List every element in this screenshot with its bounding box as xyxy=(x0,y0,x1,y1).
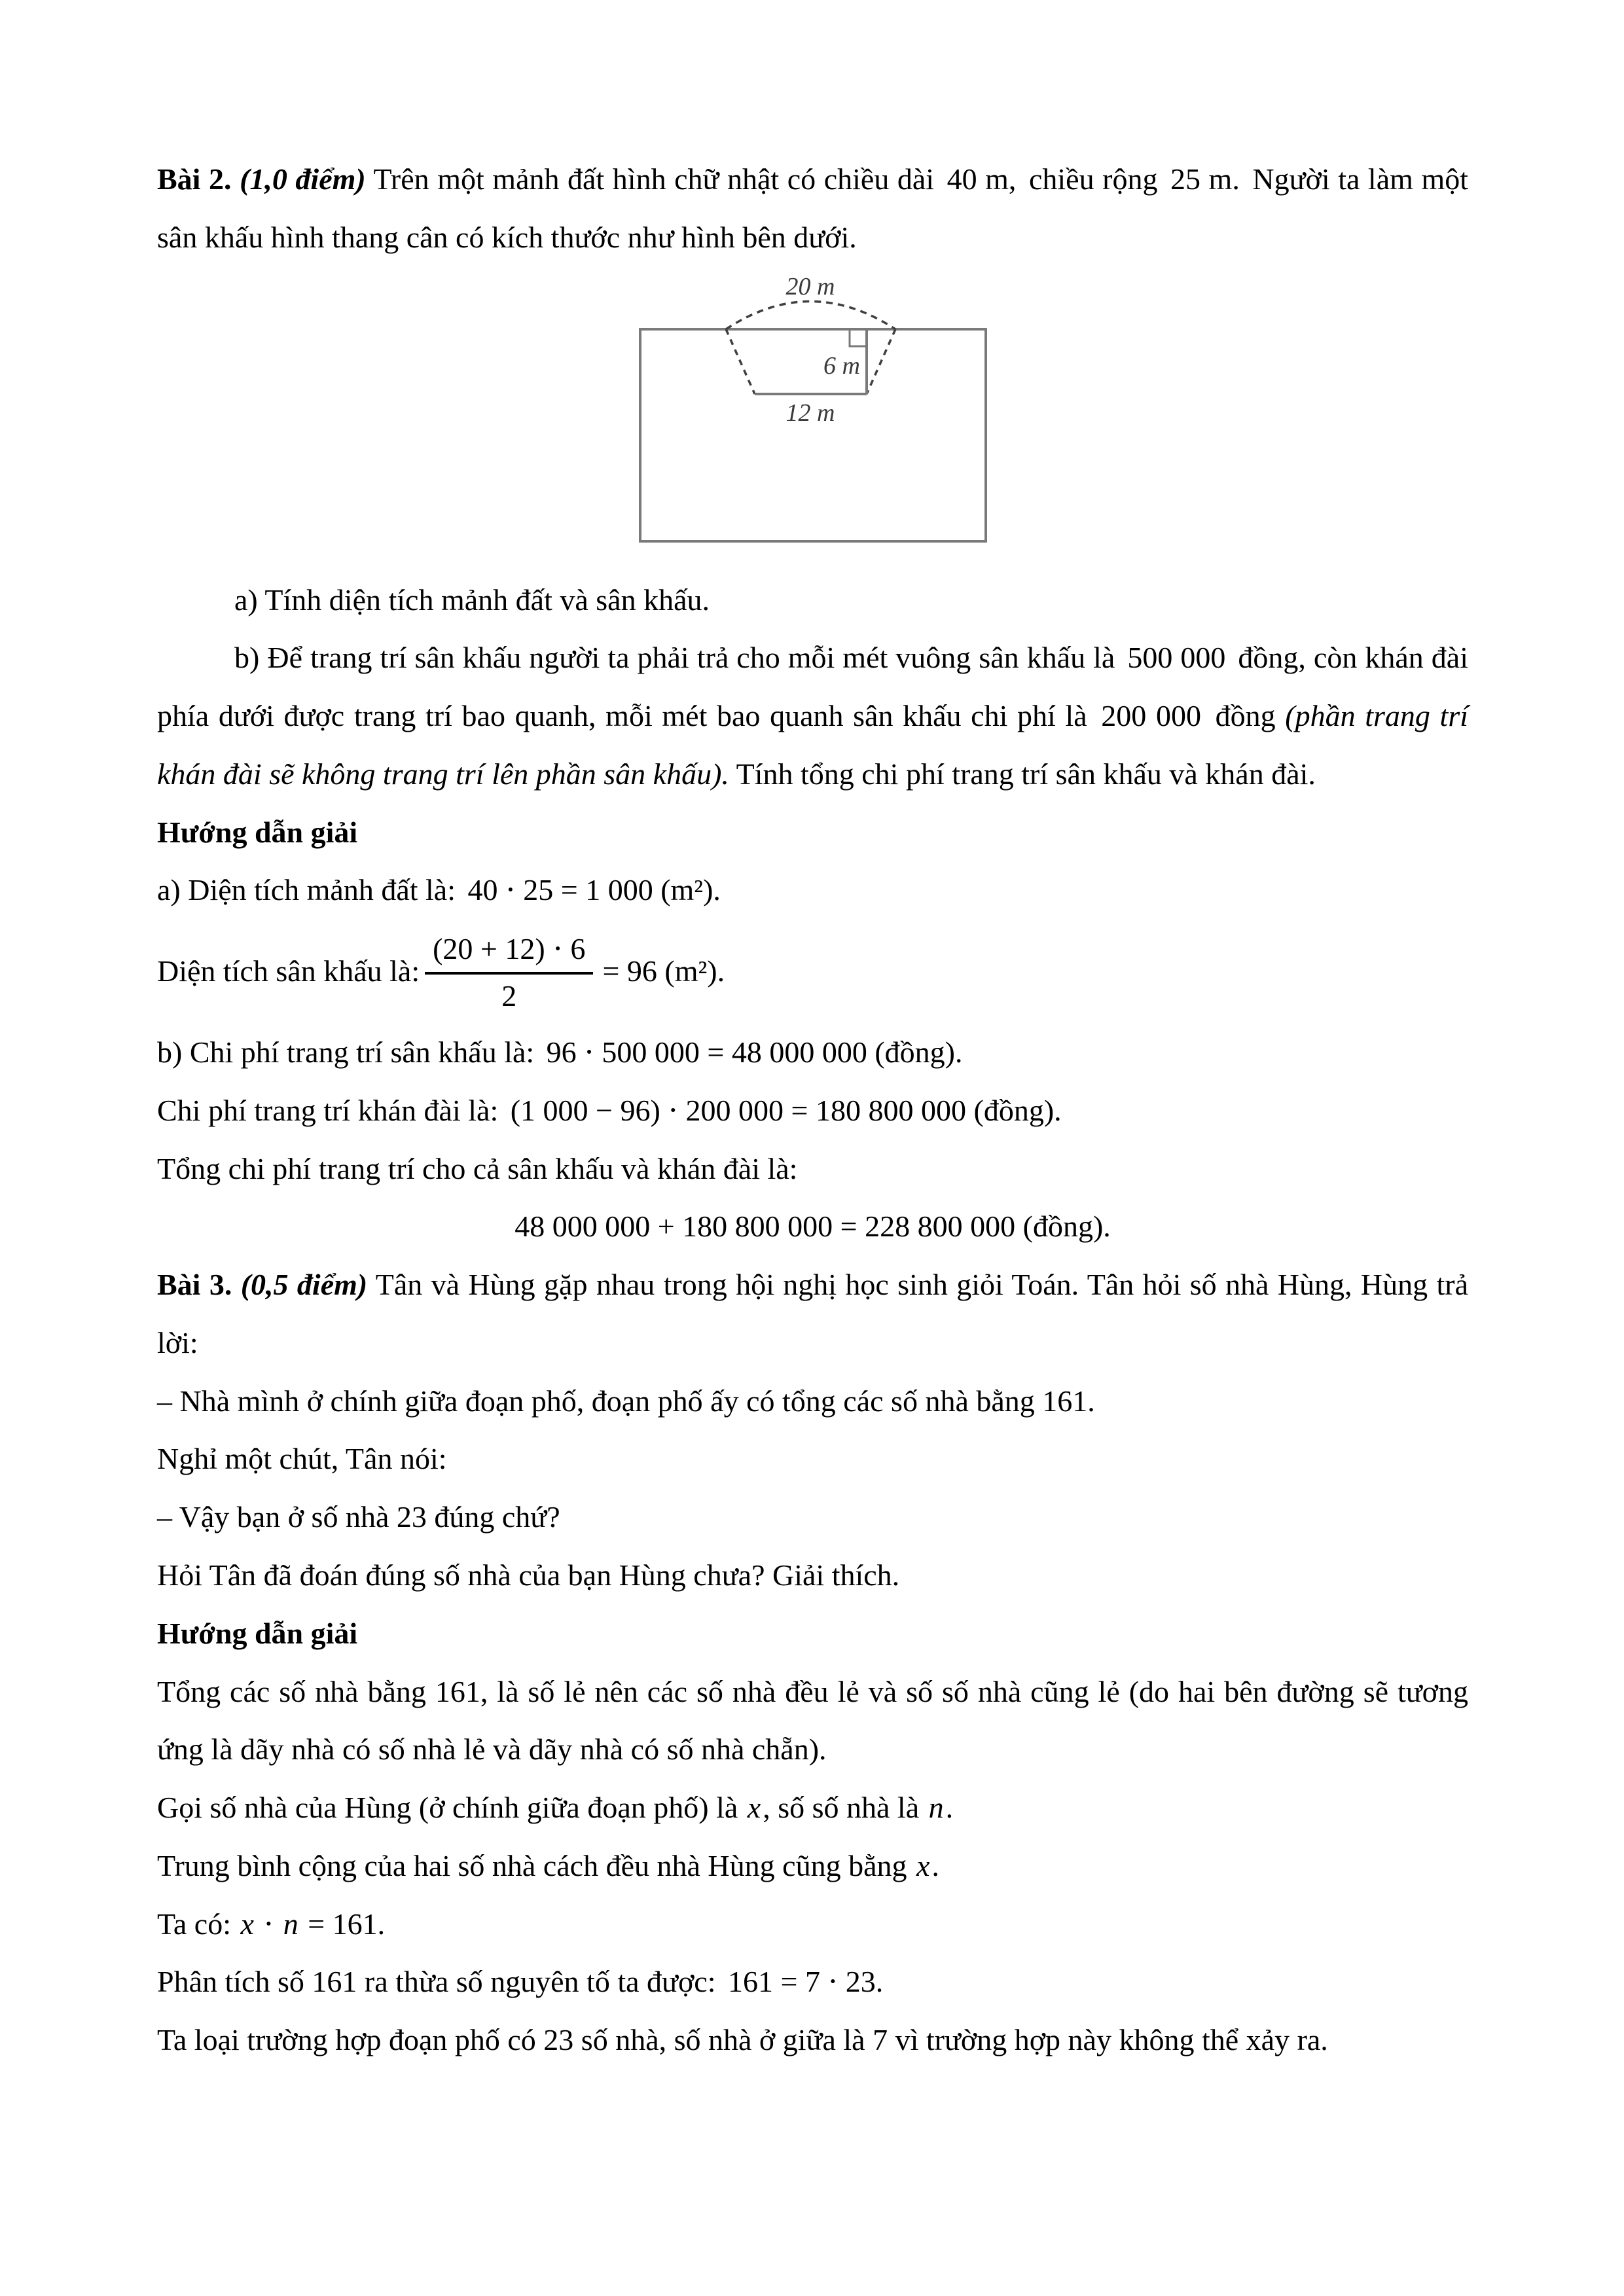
text-run: Trung bình cộng của hai số nhà cách đều nhà Hùng cũng bằng xyxy=(157,1848,914,1882)
text-run: Hướng dẫn giải xyxy=(157,815,358,849)
text-run: Bài 3. xyxy=(157,1268,241,1302)
text-run: Hướng dẫn giải xyxy=(157,1616,358,1650)
text-run: Tính tổng chi phí trang trí sân khấu và khán đài. xyxy=(729,757,1316,791)
solution-total-intro xyxy=(157,1140,1468,1198)
text-run: b) Để trang trí sân khấu người ta phải trả cho mỗi mét vuông sân khấu là xyxy=(234,641,1123,675)
right-angle-marker xyxy=(850,329,867,346)
solution-eliminate xyxy=(157,2011,1468,2070)
solution-total-equation xyxy=(157,1198,1468,1256)
text-run: đồng xyxy=(1205,699,1286,733)
solution-mean xyxy=(157,1837,1468,1895)
text-run: b) Chi phí trang trí sân khấu là: xyxy=(157,1035,542,1069)
text-run: . xyxy=(931,1848,939,1882)
text-run: Người ta làm một sân khấu hình thang cân có kích thước như hình bên dưới. xyxy=(157,162,1469,254)
text-run: 96 ⋅ 500 000 = 48 000 000 (đồng). xyxy=(546,1035,963,1069)
text-run: Tân và Hùng gặp nhau trong hội nghị học sinh giỏi Toán. Tân hỏi số nhà Hùng, Hùng trả lời: xyxy=(157,1268,1469,1359)
solution-factorize xyxy=(157,1953,1468,2011)
text-run: Nghỉ một chút, Tân nói: xyxy=(157,1442,447,1476)
fraction-prefix: Diện tích sân khấu là: xyxy=(157,954,420,988)
text-run: a) Tính diện tích mảnh đất và sân khấu. xyxy=(234,583,710,617)
solution-stage-area xyxy=(157,929,1468,1014)
text-run: Hỏi Tân đã đoán đúng số nhà của bạn Hùng chưa? Giải thích. xyxy=(157,1558,900,1592)
problem2-statement xyxy=(157,151,1468,267)
fraction-suffix: = 96 (m²). xyxy=(602,954,725,988)
text-run: Phân tích số 161 ra thừa số nguyên tố ta được: xyxy=(157,1965,723,1999)
question-conclusion xyxy=(157,1547,1468,1605)
solution-land-area xyxy=(157,861,1468,920)
text-run: x xyxy=(747,1791,761,1825)
text-run: 40 m, xyxy=(947,162,1017,196)
dialogue-hung xyxy=(157,1372,1468,1431)
text-run: chiều rộng xyxy=(1020,162,1166,196)
text-run: . xyxy=(945,1791,954,1825)
arc-20m-dashed xyxy=(726,301,895,329)
stage-diagram xyxy=(639,272,987,543)
solution-stage-cost xyxy=(157,1024,1468,1082)
text-run: (phần trang trí khán đài sẽ không trang trí lên phần sân khấu). xyxy=(157,699,1469,791)
text-run: 500 000 xyxy=(1127,641,1226,675)
solution-parity xyxy=(157,1663,1468,1780)
text-run: (1,0 điểm) xyxy=(240,162,366,196)
text-run: = 161. xyxy=(300,1907,386,1941)
label-12m: 12 m xyxy=(785,399,835,427)
narration-tan xyxy=(157,1430,1468,1488)
problem2-intro-block xyxy=(157,151,1468,267)
text-run: – Nhà mình ở chính giữa đoạn phố, đoạn phố ấy có tổng các số nhà bằng 161. xyxy=(157,1384,1095,1418)
text-run: 161 = 7 ⋅ 23. xyxy=(728,1965,884,1999)
trapezoid-right-side-dashed xyxy=(867,329,895,394)
problem3-statement xyxy=(157,1256,1468,1372)
text-run: Gọi số nhà của Hùng (ở chính giữa đoạn phố) là xyxy=(157,1791,746,1825)
text-run: a) Diện tích mảnh đất là: xyxy=(157,873,463,907)
text-run: ⋅ xyxy=(255,1907,281,1941)
land-rectangle xyxy=(640,329,986,541)
text-run: 48 000 000 + 180 800 000 = 228 800 000 (đồng). xyxy=(514,1210,1111,1244)
text-run: Chi phí trang trí khán đài là: xyxy=(157,1093,506,1127)
text-run: , số số nhà là xyxy=(763,1791,927,1825)
text-run: (1 000 − 96) ⋅ 200 000 = 180 800 000 (đồng). xyxy=(510,1093,1062,1127)
label-6m: 6 m xyxy=(823,351,860,380)
text-run: 40 ⋅ 25 = 1 000 (m²). xyxy=(467,873,721,907)
solution-equation xyxy=(157,1895,1468,1954)
fraction-denominator: 2 xyxy=(501,978,517,1013)
text-run: Ta loại trường hợp đoạn phố có 23 số nhà, số nhà ở giữa là 7 vì trường hợp này không thể xảy ra. xyxy=(157,2023,1328,2057)
label-20m: 20 m xyxy=(785,272,835,300)
text-run: x xyxy=(916,1848,930,1882)
text-run: Tổng các số nhà bằng 161, là số lẻ nên các số nhà đều lẻ và số số nhà cũng lẻ (do hai bên đường sẽ tương ứng là dãy nhà có số nhà lẻ và dãy nhà có số nhà chẵn). xyxy=(157,1674,1468,1767)
text-run: 25 m. xyxy=(1170,162,1240,196)
solution-stand-cost xyxy=(157,1082,1468,1140)
question-a xyxy=(157,571,1468,630)
question-b xyxy=(157,629,1468,803)
fraction-numerator: (20 + 12) ⋅ 6 xyxy=(425,929,593,975)
text-run: 200 000 xyxy=(1101,699,1201,733)
text-run: x xyxy=(240,1907,254,1941)
solution-heading-problem2 xyxy=(157,804,1468,862)
text-run: (0,5 điểm) xyxy=(240,1268,368,1302)
text-run: đồng, còn khán đài phía dưới được trang trí bao quanh, mỗi mét bao quanh sân khấu chi phí là xyxy=(157,641,1469,733)
text-run: Tổng chi phí trang trí cho cả sân khấu và khán đài là: xyxy=(157,1151,798,1185)
text-run: – Vậy bạn ở số nhà 23 đúng chứ? xyxy=(157,1500,560,1534)
solution-variables xyxy=(157,1779,1468,1837)
text-run: n xyxy=(928,1791,944,1825)
document-body-block xyxy=(157,571,1468,2070)
trapezoid-left-side-dashed xyxy=(726,329,755,394)
solution-heading-problem3 xyxy=(157,1605,1468,1663)
dialogue-tan xyxy=(157,1488,1468,1547)
fraction xyxy=(425,929,593,1014)
text-run: n xyxy=(283,1907,298,1941)
text-run: Trên một mảnh đất hình chữ nhật có chiều dài xyxy=(365,162,943,196)
text-run: Bài 2. xyxy=(157,162,240,196)
text-run: Ta có: xyxy=(157,1907,239,1941)
